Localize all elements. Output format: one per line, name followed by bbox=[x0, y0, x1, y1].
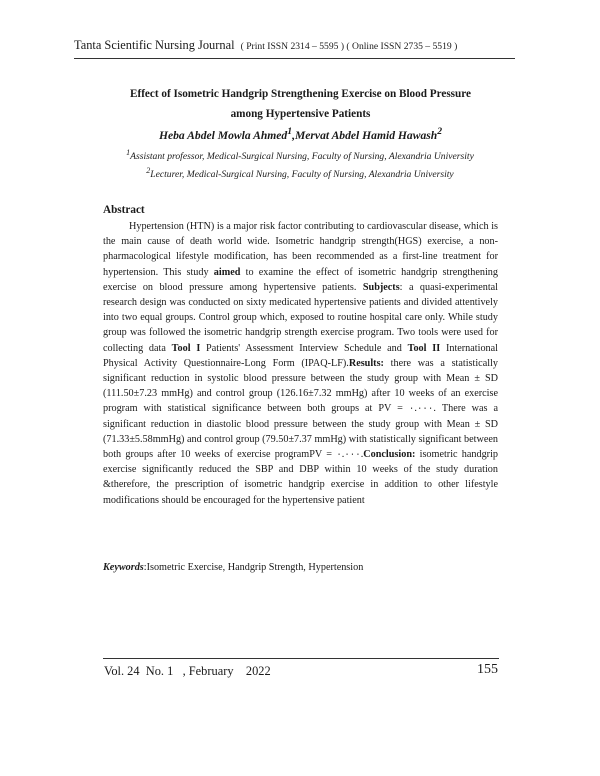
tool-1-label: Tool I bbox=[171, 342, 201, 354]
abstract-text-1: Hypertension (HTN) is a major risk factor contributing to cardiovascular disease, which is the main cause of death world wide. Isometric handgrip strength(HGS) exercise, a non-pharmacological lifestyle modification, has been recommended as a first-line treatment for hypertension. This study bbox=[103, 221, 498, 278]
aimed-label: aimed bbox=[213, 266, 241, 278]
abstract-text-7: isometric handgrip exercise significantly reduced the SBP and DBP within 10 weeks of the study duration &therefore, the prescription of isometric handgrip exercise in addition to other lifestyle modifications should be encouraged for the hypertensive patient bbox=[103, 449, 499, 506]
abstract-body bbox=[103, 219, 498, 508]
affiliation-1-text: Assistant professor, Medical-Surgical Nursing, Faculty of Nursing, Alexandria University bbox=[130, 151, 474, 163]
affiliation-2-superscript: 2 bbox=[146, 166, 151, 175]
journal-issn: ( Print ISSN 2314 – 5595 ) ( Online ISSN 2735 – 5519 ) bbox=[240, 41, 458, 52]
author-separator: , bbox=[292, 128, 295, 142]
author-2-superscript: 2 bbox=[437, 126, 443, 137]
header-divider bbox=[74, 58, 515, 59]
author-list bbox=[103, 126, 498, 142]
keywords-line bbox=[103, 562, 363, 573]
paper-title-line-2: among Hypertensive Patients bbox=[230, 108, 371, 120]
keywords-label: Keywords bbox=[103, 562, 144, 573]
conclusion-label: Conclusion: bbox=[363, 449, 416, 461]
abstract-heading: Abstract bbox=[103, 204, 145, 216]
abstract-text-2: to examine the effect of isometric handgrip strengthening exercise on blood pressure among hypertensive patients. bbox=[103, 266, 498, 293]
author-2: Mervat Abdel Hamid Hawash bbox=[294, 128, 438, 142]
affiliation-2-text: Lecturer, Medical-Surgical Nursing, Faculty of Nursing, Alexandria University bbox=[150, 169, 454, 181]
footer-divider bbox=[103, 658, 499, 659]
affiliation-1 bbox=[90, 148, 510, 162]
affiliation-1-superscript: 1 bbox=[126, 148, 131, 157]
page-number: 155 bbox=[477, 662, 498, 677]
results-label: Results: bbox=[348, 357, 384, 369]
abstract-text-6: there was a statistically significant reduction in systolic blood pressure between the study group with Mean ± SD (111.50±7.23 mmHg) and control group (126.16±7.32 mmHg) after 10 weeks of an exercise program with statistical significance between both groups at PV = ٠.٠٠٠. There was a significant reduction in diastolic blood pressure between the study group with Mean ± SD (71.33±5.58mmHg) and control group (79.50±7.37 mmHg) with statistically significant between both groups after 10 weeks of exercise programPV = ٠.٠٠٠. bbox=[103, 357, 498, 461]
journal-header bbox=[74, 38, 457, 53]
abstract-text-4: Patients' Assessment Interview Schedule and bbox=[200, 342, 408, 354]
paper-title-line-1: Effect of Isometric Handgrip Strengthening Exercise on Blood Pressure bbox=[130, 88, 471, 100]
author-1-superscript: 1 bbox=[287, 126, 293, 137]
affiliation-2 bbox=[90, 166, 510, 180]
journal-name: Tanta Scientific Nursing Journal bbox=[74, 38, 235, 52]
keywords-text: :Isometric Exercise, Handgrip Strength, Hypertension bbox=[143, 562, 364, 573]
abstract-text-3: : a quasi-experimental research design was conducted on sixty medicated hypertensive patients and divided attentively into two equal groups. Control group which, exposed to routine hospital care only. While study group was followed the isometric handgrip strength exercise program. Two tools were used for collecting data bbox=[103, 281, 498, 354]
subjects-label: Subjects bbox=[362, 281, 400, 293]
tool-2-label: Tool II bbox=[407, 342, 441, 354]
abstract-text-5: International Physical Activity Questionnaire-Long Form (IPAQ-LF). bbox=[103, 342, 498, 369]
footer-volume: Vol. 24 No. 1 , February 2022 bbox=[104, 664, 271, 678]
author-1: Heba Abdel Mowla Ahmed bbox=[158, 128, 288, 142]
